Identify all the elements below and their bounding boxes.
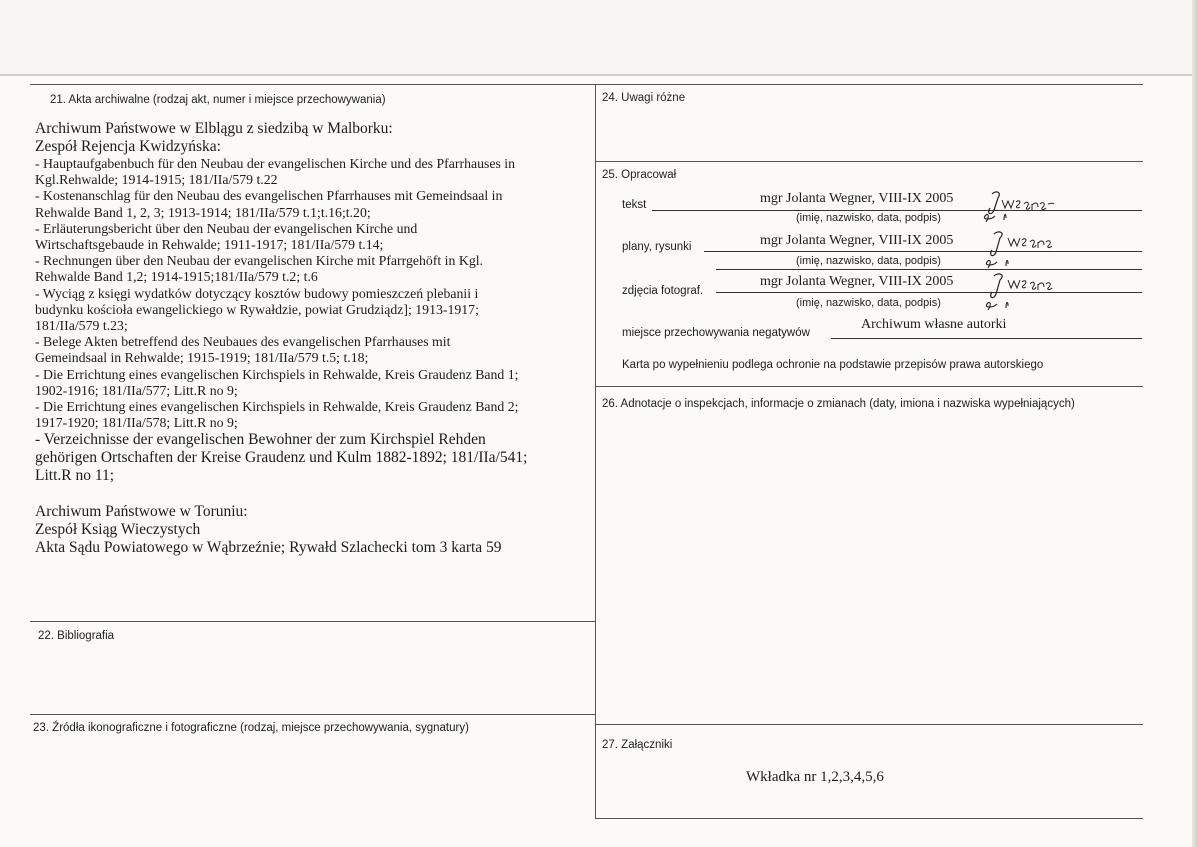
signature-plans-author [982,226,1062,271]
signature-photos-author [982,268,1062,313]
entry-9-line-2: gehörigen Ortschaften der Kreise Graudenz und Kulm 1882-1892; 181/IIa/541; [35,449,528,467]
archive-heading-elblag: Archiwum Państwowe w Elblągu z siedzibą w Malborku: [35,120,393,137]
entry-3-line-2: Wirtschaftsgebaude in Rehwalde; 1911-1917; 181/IIa/579 t.14; [35,237,384,253]
section-21-label: 21. Akta archiwalne (rodzaj akt, numer i miejsce przechowywania) [50,94,386,106]
top-paper-strip [0,0,1198,74]
entry-9 [35,431,585,485]
entry-3-line-1: - Erläuterungsbericht über den Neubau der evangelischen Kirche und [35,220,418,236]
plans-author-hint: (imię, nazwisko, data, podpis) [796,255,941,267]
entry-5-line-3: 181/IIa/579 t.23; [35,318,128,334]
entry-5 [35,286,585,335]
entry-4-line-2: Rehwalde Band 1,2; 1914-1915;181/IIa/579 t.2; t.6 [35,269,318,285]
entry-7 [35,367,585,399]
entry-8-line-1: - Die Errichtung eines evangelischen Kirchspiels in Rehwalde, Kreis Graudenz Band 2; [35,399,519,415]
divider-22-23 [30,714,595,715]
section-26-label: 26. Adnotacje o inspekcjach, informacje o zmianach (daty, imiona i nazwiska wypełniających) [602,398,1075,410]
archive-heading-torun: Archiwum Państwowe w Toruniu: [35,503,248,521]
divider-25-26 [596,386,1143,387]
entry-7-line-2: 1902-1916; 181/IIa/577; Litt.R no 9; [35,382,238,398]
photos-author-value: mgr Jolanta Wegner, VIII-IX 2005 [760,274,954,289]
entry-6 [35,334,585,366]
entry-9-line-1: - Verzeichnisse der evangelischen Bewohner der zum Kirchspiel Rehden [35,431,486,449]
photos-author-label: zdjęcia fotograf. [622,285,704,297]
entry-6-line-1: - Belege Akten betreffend des Neubaues des evangelischen Pfarrhauses mit [35,334,451,350]
divider-24-25 [596,161,1143,162]
entry-8-line-2: 1917-1920; 181/IIa/578; Litt.R no 9; [35,415,238,431]
entry-5-line-2: budynku kościoła ewangelickiego w Rywałdzie, powiat Grudziądz]; 1913-1917; [35,301,479,317]
divider-21-22 [30,621,595,622]
archive-court-records: Akta Sądu Powiatowego w Wąbrzeźnie; Rywałd Szlachecki tom 3 karta 59 [35,539,502,557]
entry-1 [35,156,585,188]
entry-2-line-1: - Kostenanschlag für den Neubau des evangelischen Pfarrhauses mit Gemeindsaal in [35,188,503,204]
copyright-note: Karta po wypełnieniu podlega ochronie na podstawie przepisów prawa autorskiego [622,359,1044,371]
divider-center [595,84,596,819]
plans-author-underline-2 [716,269,1142,270]
section-24-label: 24. Uwagi różne [602,92,686,104]
section-22-label: 22. Bibliografia [38,630,115,642]
section-27-label: 27. Załączniki [602,739,673,751]
archive-subheading-kwidzyn: Zespół Rejencja Kwidzyńska: [35,138,221,155]
plans-author-value: mgr Jolanta Wegner, VIII-IX 2005 [760,233,954,248]
entry-2-line-2: Rehwalde Band 1, 2, 3; 1913-1914; 181/IIa/579 t.1;t.16;t.20; [35,204,371,220]
text-author-underline [652,210,1142,211]
entry-8 [35,399,585,431]
photos-author-underline [716,292,1142,293]
divider-26-27 [596,724,1143,725]
entry-7-line-1: - Die Errichtung eines evangelischen Kirchspiels in Rehwalde, Kreis Graudenz Band 1; [35,366,519,382]
top-fold-line [0,74,1198,76]
plans-author-underline [704,251,1142,252]
negatives-storage-underline [831,338,1142,339]
section-25-label: 25. Opracował [602,169,677,181]
divider-top-right [596,84,1143,85]
section-21-content [35,120,585,557]
divider-bottom-right [596,818,1143,819]
entry-4-line-1: - Rechnungen über den Neubau der evangelischen Kirche mit Pfarrgehöft in Kgl. [35,253,483,269]
divider-top-left [30,84,595,85]
signature-text-author [982,186,1062,226]
entry-9-line-3: Litt.R no 11; [35,467,115,485]
photos-author-hint: (imię, nazwisko, data, podpis) [796,297,941,309]
entry-6-line-2: Gemeindsaal in Rehwalde; 1915-1919; 181/IIa/579 t.5; t.18; [35,350,369,366]
section-23-label: 23. Źródła ikonograficzne i fotograficzne (rodzaj, miejsce przechowywania, sygnatury) [33,722,469,734]
text-author-hint: (imię, nazwisko, data, podpis) [796,212,941,224]
entry-2 [35,188,585,220]
entry-4 [35,253,585,285]
entry-1-line-1: - Hauptaufgabenbuch für den Neubau der evangelischen Kirche und des Pfarrhauses in [35,156,516,171]
attachments-value: Wkładka nr 1,2,3,4,5,6 [746,769,884,785]
negatives-storage-label: miejsce przechowywania negatywów [622,327,810,339]
negatives-storage-value: Archiwum własne autorki [861,317,1007,332]
text-author-label: tekst [622,199,647,211]
plans-author-label: plany, rysunki [622,241,692,253]
text-author-value: mgr Jolanta Wegner, VIII-IX 2005 [760,191,954,206]
entry-1-line-2: Kgl.Rehwalde; 1914-1915; 181/IIa/579 t.22 [35,172,278,188]
entry-3 [35,221,585,253]
entry-5-line-1: - Wyciąg z księgi wydatków dotyczący kosztów budowy pomieszczeń plebanii i [35,285,479,301]
right-paper-edge [1192,0,1198,847]
archive-subheading-ksiegi: Zespół Ksiąg Wieczystych [35,521,201,539]
